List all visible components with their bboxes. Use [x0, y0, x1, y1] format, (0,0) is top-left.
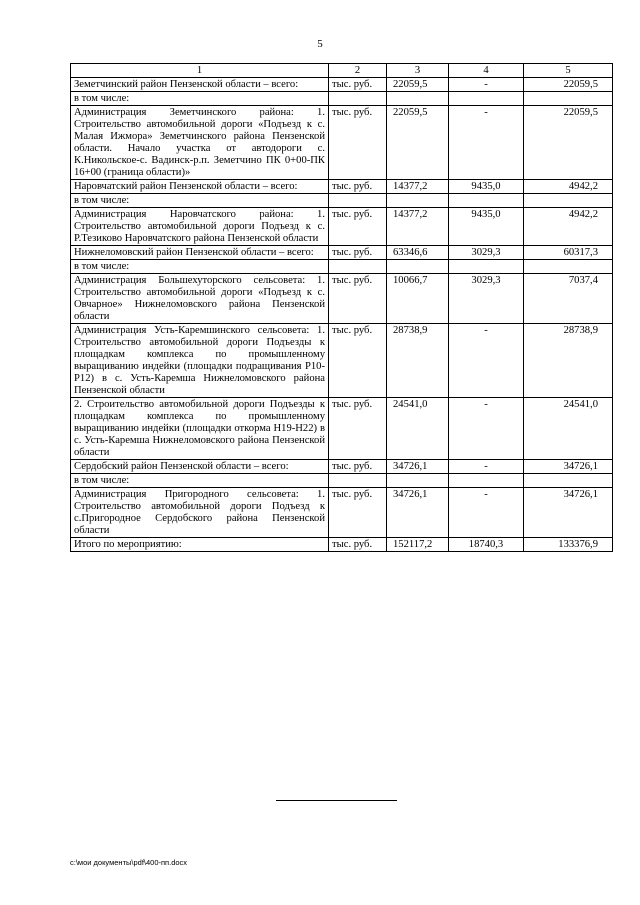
- total-value-cell: 22059,5: [387, 78, 449, 92]
- unit-cell: тыс. руб.: [329, 78, 387, 92]
- header-row: [71, 64, 613, 78]
- total-value-cell: 22059,5: [387, 106, 449, 180]
- row-name-cell: 2. Строительство автомобильной дороги Подъезды к площадкам комплекса по промышленному выращиванию индейки (площадки откорма Н19-Н22) в с. Усть-Каремша Нижнеломовского района Пензенской области: [71, 398, 329, 460]
- column5-value-cell: 22059,5: [524, 106, 613, 180]
- column4-value-cell: -: [449, 460, 524, 474]
- row-name-cell: Нижнеломовский район Пензенской области – всего:: [71, 246, 329, 260]
- row-name-cell: Администрация Усть-Каремшинского сельсовета: 1. Строительство автомобильной дороги Подъезды к площадкам комплекса по промышленному выращиванию индейки (площадки подращивания Р10-Р12) в с. Усть-Каремша Нижнеломовского района Пензенской области: [71, 324, 329, 398]
- unit-cell: тыс. руб.: [329, 208, 387, 246]
- column4-value-cell: 18740,3: [449, 538, 524, 552]
- row-name-cell: Наровчатский район Пензенской области – всего:: [71, 180, 329, 194]
- unit-cell: тыс. руб.: [329, 324, 387, 398]
- column5-value-cell: [524, 92, 613, 106]
- total-value-cell: 24541,0: [387, 398, 449, 460]
- footer-rule: [276, 800, 397, 801]
- column5-value-cell: [524, 194, 613, 208]
- unit-cell: тыс. руб.: [329, 538, 387, 552]
- row-name-cell: в том числе:: [71, 260, 329, 274]
- column4-value-cell: 9435,0: [449, 208, 524, 246]
- column4-value-cell: 9435,0: [449, 180, 524, 194]
- row-name-cell: Администрация Большехуторского сельсовета: 1. Строительство автомобильной дороги «Подъезд к с. Овчарное» Нижнеломовского района Пензенской области: [71, 274, 329, 324]
- total-value-cell: 10066,7: [387, 274, 449, 324]
- row-name-cell: Земетчинский район Пензенской области – всего:: [71, 78, 329, 92]
- file-path: c:\мои документы\pdf\400-пп.docx: [70, 858, 188, 867]
- table-body: [71, 78, 613, 552]
- column5-value-cell: 60317,3: [524, 246, 613, 260]
- subheading-row: [71, 92, 613, 106]
- row-name-cell: в том числе:: [71, 92, 329, 106]
- table-row: [71, 180, 613, 194]
- column5-value-cell: 28738,9: [524, 324, 613, 398]
- row-name-cell: Администрация Наровчатского района: 1. Строительство автомобильной дороги Подъезд к с. Р.Тезиково Наровчатского района Пензенской области: [71, 208, 329, 246]
- table-row: [71, 460, 613, 474]
- header-cell-4: 4: [449, 64, 524, 78]
- column4-value-cell: [449, 92, 524, 106]
- table-row: [71, 274, 613, 324]
- table-row: [71, 538, 613, 552]
- row-name-cell: Сердобский район Пензенской области – всего:: [71, 460, 329, 474]
- total-value-cell: [387, 260, 449, 274]
- table-row: [71, 78, 613, 92]
- page-number: 5: [317, 38, 323, 50]
- column5-value-cell: 22059,5: [524, 78, 613, 92]
- unit-cell: тыс. руб.: [329, 488, 387, 538]
- subheading-row: [71, 194, 613, 208]
- total-value-cell: 34726,1: [387, 460, 449, 474]
- column4-value-cell: 3029,3: [449, 246, 524, 260]
- table-row: [71, 488, 613, 538]
- row-name-cell: в том числе:: [71, 474, 329, 488]
- row-name-cell: Администрация Пригородного сельсовета: 1. Строительство автомобильной дороги Подъезд к с.Пригородное Сердобского района Пензенской области: [71, 488, 329, 538]
- column5-value-cell: 4942,2: [524, 180, 613, 194]
- row-name-cell: Администрация Земетчинского района: 1. Строительство автомобильной дороги «Подъезд к с. Малая Ижмора» Земетчинского района Пензенской области. Начало участка от автодороги с. К.Никольское-с. Вадинск-р.п. Земетчино ПК 0+00-ПК 16+00 (граница области)»: [71, 106, 329, 180]
- column4-value-cell: -: [449, 78, 524, 92]
- subheading-row: [71, 260, 613, 274]
- column4-value-cell: [449, 260, 524, 274]
- table-row: [71, 398, 613, 460]
- total-value-cell: 14377,2: [387, 208, 449, 246]
- table-row: [71, 246, 613, 260]
- column4-value-cell: -: [449, 488, 524, 538]
- total-value-cell: 34726,1: [387, 488, 449, 538]
- column4-value-cell: -: [449, 324, 524, 398]
- column5-value-cell: 34726,1: [524, 460, 613, 474]
- column4-value-cell: -: [449, 398, 524, 460]
- total-value-cell: [387, 92, 449, 106]
- table-row: [71, 324, 613, 398]
- unit-cell: тыс. руб.: [329, 274, 387, 324]
- column4-value-cell: 3029,3: [449, 274, 524, 324]
- row-name-cell: в том числе:: [71, 194, 329, 208]
- funding-table: [70, 63, 613, 552]
- column4-value-cell: [449, 194, 524, 208]
- column5-value-cell: [524, 474, 613, 488]
- unit-cell: [329, 474, 387, 488]
- unit-cell: тыс. руб.: [329, 460, 387, 474]
- unit-cell: [329, 92, 387, 106]
- header-cell-2: 2: [329, 64, 387, 78]
- column5-value-cell: 24541,0: [524, 398, 613, 460]
- total-value-cell: 152117,2: [387, 538, 449, 552]
- column4-value-cell: -: [449, 106, 524, 180]
- subheading-row: [71, 474, 613, 488]
- header-cell-1: 1: [71, 64, 329, 78]
- column5-value-cell: 133376,9: [524, 538, 613, 552]
- total-value-cell: 28738,9: [387, 324, 449, 398]
- unit-cell: тыс. руб.: [329, 246, 387, 260]
- total-value-cell: [387, 474, 449, 488]
- header-cell-3: 3: [387, 64, 449, 78]
- column5-value-cell: [524, 260, 613, 274]
- unit-cell: [329, 194, 387, 208]
- total-value-cell: 63346,6: [387, 246, 449, 260]
- column4-value-cell: [449, 474, 524, 488]
- column5-value-cell: 4942,2: [524, 208, 613, 246]
- row-name-cell: Итого по мероприятию:: [71, 538, 329, 552]
- total-value-cell: 14377,2: [387, 180, 449, 194]
- total-value-cell: [387, 194, 449, 208]
- column5-value-cell: 7037,4: [524, 274, 613, 324]
- unit-cell: тыс. руб.: [329, 398, 387, 460]
- table-row: [71, 208, 613, 246]
- header-cell-5: 5: [524, 64, 613, 78]
- table-row: [71, 106, 613, 180]
- unit-cell: тыс. руб.: [329, 106, 387, 180]
- column5-value-cell: 34726,1: [524, 488, 613, 538]
- unit-cell: тыс. руб.: [329, 180, 387, 194]
- unit-cell: [329, 260, 387, 274]
